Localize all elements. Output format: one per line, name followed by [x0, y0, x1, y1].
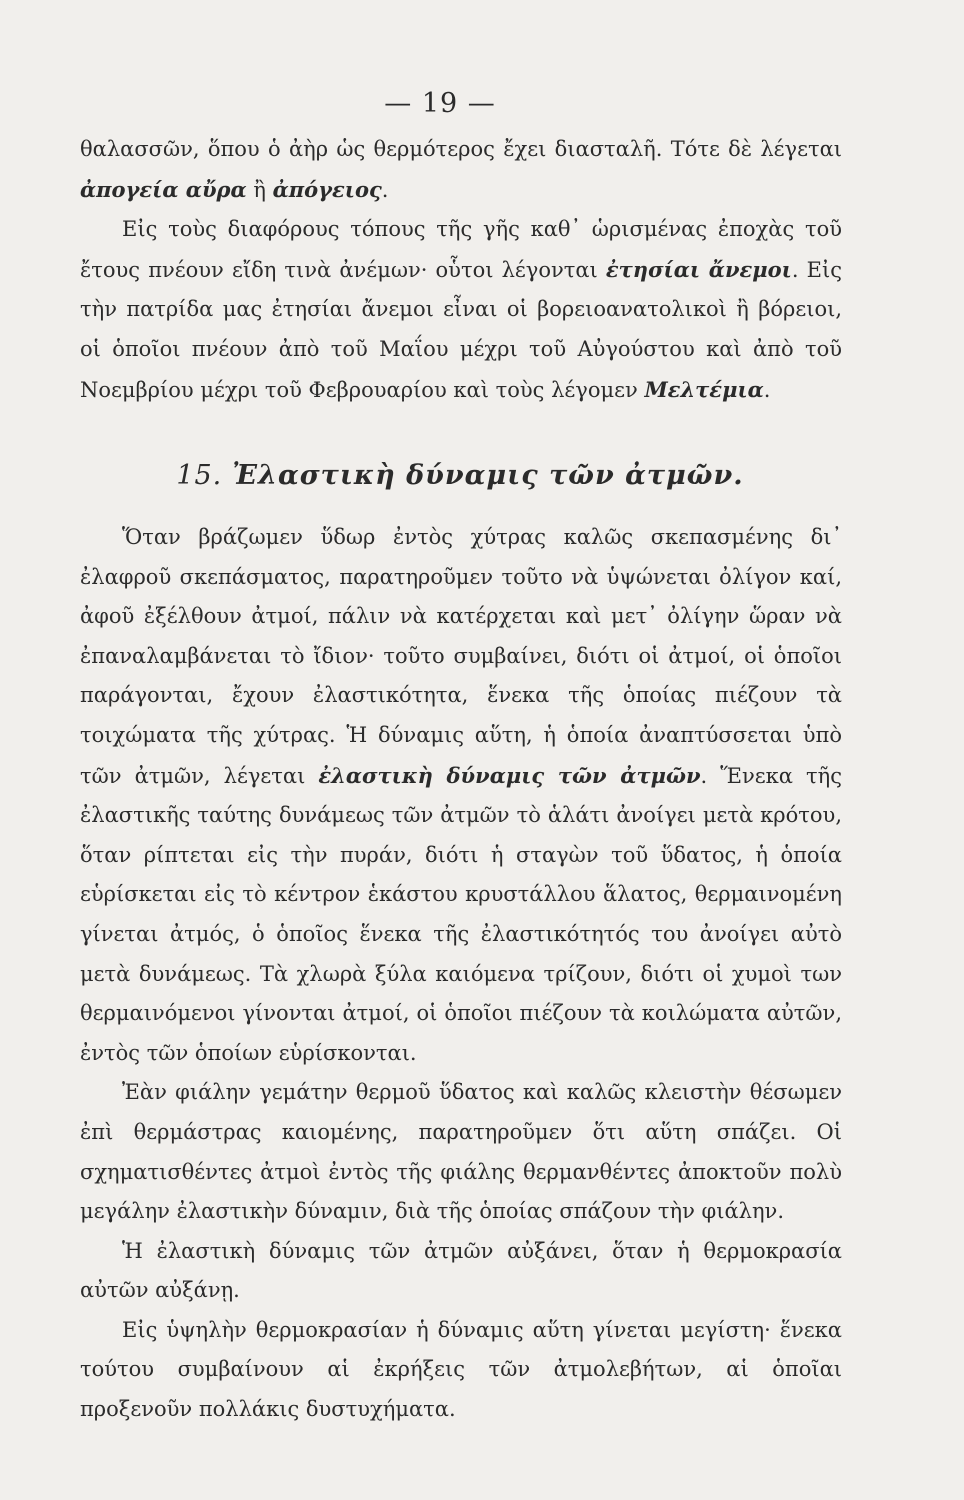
term-apogeios: ἀπόγειος	[272, 176, 382, 202]
section-number: 15.	[176, 460, 223, 491]
section-heading	[0, 460, 920, 491]
text-block-bottom	[80, 518, 842, 1430]
paragraph-1-text: θαλασσῶν, ὅπου ὁ ἀὴρ ὡς θερμότερος ἔχει διασταλῆ. Τότε δὲ λέγεται	[80, 137, 842, 161]
paragraph-6: Εἰς ὑψηλὴν θερμοκρασίαν ἡ δύναμις αὕτη γίνεται μεγίστη· ἕνεκα τούτου συμβαίνουν αἱ ἐκρήξεις τῶν ἀτμολεβήτων, αἱ ὁποῖαι προξενοῦν πολλάκις δυστυχήματα.	[80, 1317, 842, 1422]
term-apogeia-avra: ἀπογεία αὔρα	[80, 176, 247, 202]
term-etesiai-anemoi: ἐτησίαι ἄνεμοι	[605, 256, 792, 282]
paragraph-1	[80, 130, 842, 210]
paragraph-1-text: ἢ	[246, 177, 273, 202]
paragraph-3	[80, 518, 842, 1073]
paragraph-3-text: . Ἕνεκα τῆς ἐλαστικῆς ταύτης δυνάμεως τῶν ἀτμῶν τὸ ἁλάτι ἀνοίγει μετὰ κρότου, ὅταν ρίπτεται εἰς τὴν πυράν, διότι ἡ σταγὼν τοῦ ὕδατος, ἡ ὁποία εὑρίσκεται εἰς τὸ κέντρον ἑκάστου κρυστάλλου ἅλατος, θερμαινομένη γίνεται ἀτμός, ὁ ὁποῖος ἕνεκα τῆς ἐλαστικότητός του ἀνοίγει αὐτὸ μετὰ δυνάμεως. Τὰ χλωρὰ ξύλα καιόμενα τρίζουν, διότι οἱ χυμοὶ των θερμαινόμενοι γίνονται ἀτμοί, οἱ ὁποῖοι πιέζουν τὰ κοιλώματα αὐτῶν, ἐντὸς τῶν ὁποίων εὑρίσκονται.	[80, 763, 842, 1065]
paragraph-1-text: .	[381, 177, 389, 202]
paragraph-2-text: .	[763, 377, 771, 402]
paragraph-5: Ἡ ἐλαστικὴ δύναμις τῶν ἀτμῶν αὐξάνει, ὅταν ἡ θερμοκρασία αὐτῶν αὐξάνῃ.	[80, 1238, 842, 1303]
paragraph-2-text: . Εἰς τὴν πατρίδα μας ἐτησίαι ἄνεμοι εἶναι οἱ βορειοανατολικοὶ ἢ βόρειοι, οἱ ὁποῖοι πνέουν ἀπὸ τοῦ Μαΐου μέχρι τοῦ Αὐγούστου καὶ ἀπὸ τοῦ Νοεμβρίου μέχρι τοῦ Φεβρουαρίου καὶ τοὺς λέγομεν	[80, 257, 842, 402]
text-block-top	[80, 130, 842, 410]
term-elastic-force: ἐλαστικὴ δύναμις τῶν ἀτμῶν	[318, 762, 701, 788]
paragraph-4: Ἐὰν φιάλην γεμάτην θερμοῦ ὕδατος καὶ καλῶς κλειστὴν θέσωμεν ἐπὶ θερμάστρας καιομένης, παρατηροῦμεν ὅτι αὕτη σπάζει. Οἱ σχηματισθέντες ἀτμοὶ ἐντὸς τῆς φιάλης θερμανθέντες ἀποκτοῦν πολὺ μεγάλην ἐλαστικὴν δύναμιν, διὰ τῆς ὁποίας σπάζουν τὴν φιάλην.	[80, 1080, 842, 1224]
paragraph-2-text: Εἰς τοὺς διαφόρους τόπους τῆς γῆς καθ᾽ ὡρισμένας ἐποχὰς τοῦ ἔτους πνέουν εἴδη τινὰ ἀνέμων· οὗτοι λέγονται	[80, 217, 842, 282]
paragraph-3-text: Ὅταν βράζωμεν ὕδωρ ἐντὸς χύτρας καλῶς σκεπασμένης δι᾽ ἐλαφροῦ σκεπάσματος, παρατηροῦμεν τοῦτο νὰ ὑψώνεται ὀλίγον καί, ἀφοῦ ἐξέλθουν ἀτμοί, πάλιν νὰ κατέρχεται καὶ μετ᾽ ὀλίγην ὥραν νὰ ἐπαναλαμβάνεται τὸ ἴδιον· τοῦτο συμβαίνει, διότι οἱ ἀτμοί, οἱ ὁποῖοι παράγονται, ἔχουν ἐλαστικότητα, ἕνεκα τῆς ὁποίας πιέζουν τὰ τοιχώματα τῆς χύτρας. Ἡ δύναμις αὕτη, ἡ ὁποία ἀναπτύσσεται ὑπὸ τῶν ἀτμῶν, λέγεται	[80, 525, 842, 788]
term-meltemia: Μελτέμια	[644, 376, 764, 402]
section-title: Ἐλαστικὴ δύναμις τῶν ἀτμῶν.	[232, 460, 744, 491]
paragraph-2	[80, 210, 842, 410]
page-number: — 19 —	[384, 88, 496, 119]
